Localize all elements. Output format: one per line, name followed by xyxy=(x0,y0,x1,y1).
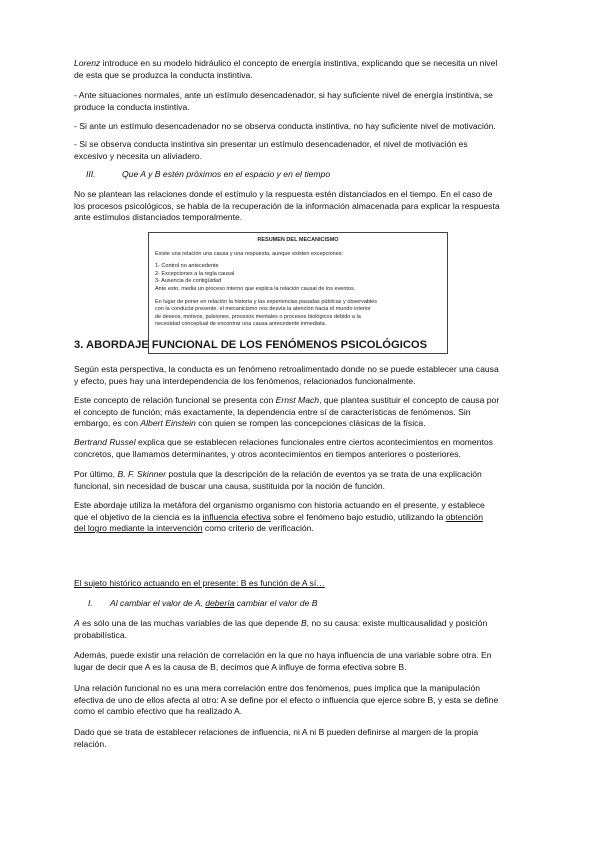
lorenz-paragraph xyxy=(74,58,526,81)
text-line: - Ante situaciones normales, ante un estímulo desencadenador, si hay suficiente nivel de energía instintiva, se xyxy=(74,90,493,100)
summary-list-item: 2- Excepciones a la regla causal xyxy=(155,270,235,277)
historical-subject-heading xyxy=(74,578,325,590)
text-line: No se plantean las relaciones donde el estímulo y la respuesta estén distanciados en el tiempo. En el caso de xyxy=(74,189,493,199)
summary-title: RESUMEN DEL MECANICISMO xyxy=(257,237,339,243)
text-fragment: explica que se establecen relaciones funcionales entre ciertos acontecimientos en momentos xyxy=(135,437,493,447)
text-line: y efecto, pues hay una interdependencia de los fenómenos, relacionados funcionalmente. xyxy=(74,375,416,386)
heading-text: cambiar el valor de B xyxy=(234,598,318,608)
text-line: relación. xyxy=(74,738,107,749)
text-fragment: sobre el fenómeno bajo estudio, utilizando la xyxy=(270,511,446,522)
section-i-paragraph-1 xyxy=(74,618,526,641)
section-i-paragraph-2 xyxy=(74,650,526,673)
text-line: con la conducta presente, el mecanicismo nos desvía la atención hacia el mundo interior xyxy=(155,306,371,313)
text-line: produce la conducta instintiva. xyxy=(74,101,190,112)
text-line: probabilística. xyxy=(74,629,128,640)
section-3-title: 3. ABORDAJE FUNCIONAL DE LOS FENÓMENOS PSICOLÓGICOS xyxy=(74,339,428,351)
section-3-paragraph-mach xyxy=(74,395,526,430)
text-line: ante estímulos distanciados temporalmente. xyxy=(74,212,243,223)
text-fragment: Este concepto de relación funcional se presenta con xyxy=(74,395,276,405)
underlined-term: obtención xyxy=(445,511,483,522)
text-fragment: es sólo una de las muchas variables de las que depende xyxy=(79,618,301,628)
section-3-paragraph-russel xyxy=(74,437,526,460)
text-line: excesivo y necesita un aliviadero. xyxy=(74,150,203,161)
heading-text: Que A y B estén próximos en el espacio y en el tiempo xyxy=(122,169,331,179)
temporal-distance-paragraph xyxy=(74,189,526,224)
text-fragment: postula que la descripción de la relación de eventos ya se trata de una explicación xyxy=(166,469,482,479)
text-line: necesidad conceptual de encontrar una causa antecedente inmediata. xyxy=(155,321,327,328)
variable-a: A xyxy=(74,618,80,628)
heading-iii xyxy=(86,169,330,181)
section-i-paragraph-4 xyxy=(74,727,526,750)
underlined-heading: El sujeto histórico actuando en el presente: B es función de A sí… xyxy=(74,578,325,588)
text-line: los procesos psicológicos, se habla de la recuperación de la información almacenada para explicar la respuesta xyxy=(74,200,500,211)
text-line: Este abordaje utiliza la metáfora del organismo organismo con historia actuando en el presente, y establece xyxy=(74,500,485,510)
summary-paragraph xyxy=(155,299,441,329)
text-line: - Si se observa conducta instintiva sin presentar un estímulo desencadenador, el nivel de motivación es xyxy=(74,139,468,149)
section-3-paragraph-metaphor xyxy=(74,500,526,535)
author-einstein: Albert Einstein xyxy=(140,418,196,429)
text-line: Según esta perspectiva, la conducta es un fenómeno retroalimentado donde no se puede establecer una causa xyxy=(74,364,499,374)
text-fragment: con quien se rompen las concepciones clásicas de la física. xyxy=(195,418,426,429)
underlined-term: del logro mediante la intervención xyxy=(74,523,203,534)
summary-list-item: 1- Control no antecedente xyxy=(155,263,219,270)
underlined-term: influencia efectiva xyxy=(202,511,271,522)
bullet-excess-motivation xyxy=(74,139,526,162)
text-fragment: , que plantea sustituir el concepto de causa por xyxy=(319,395,500,405)
author-russel: Bertrand Russel xyxy=(74,437,136,447)
text-fragment: Por último, xyxy=(74,469,118,479)
text-line: En lugar de poner en relación la historia y las experiencias pasadas públicas y observables xyxy=(155,298,377,305)
text-line: Dado que se trata de establecer relaciones de influencia, ni A ni B pueden definirse al margen de la propia xyxy=(74,727,479,737)
summary-line: Ante esto, media un proceso interno que explica la relación causal de los eventos. xyxy=(155,285,356,292)
text-fragment: que el objetivo de la ciencia es la xyxy=(74,511,203,522)
author-skinner: B. F. Skinner xyxy=(117,469,167,479)
text-fragment: , no su causa: existe multicausalidad y posición xyxy=(306,618,488,628)
text-line: concretos, que llamamos determinantes, y otros acontecimientos en tiempos anteriores o posteriores. xyxy=(74,448,461,459)
text-line: Una relación funcional no es una mera correlación entre dos fenómenos, pues implica que la manipulación xyxy=(74,683,481,693)
section-3-paragraph-skinner xyxy=(74,469,526,492)
mechanicism-summary-box xyxy=(148,232,448,354)
author-mach: Ernst Mach xyxy=(275,395,320,405)
text-line: lugar de decir que A es la causa de B, decimos que A influye de forma efectiva sobre B. xyxy=(74,661,407,672)
heading-text: Al cambiar el valor de A, xyxy=(110,598,206,608)
text-line: de deseos, motivos, pulsiones, procesos mentales o procesos biológicos debido a la xyxy=(155,313,361,320)
section-3-paragraph-1 xyxy=(74,364,526,387)
text-line: el concepto de función; más exactamente, la dependencia entre sí de características de fenómenos. Sin xyxy=(74,406,471,417)
text-line: Además, puede existir una relación de correlación en la que no haya influencia de una variable sobre otra. En xyxy=(74,650,492,660)
variable-b: B xyxy=(300,618,307,628)
text-line: como el cambio efectivo que ha realizado A. xyxy=(74,706,243,717)
heading-number: III. xyxy=(86,169,96,179)
bullet-normal-situations xyxy=(74,90,526,113)
text-line: introduce en su modelo hidráulico el concepto de energía instintiva, explicando que se necesita un nivel xyxy=(100,58,498,68)
bullet-no-motivation xyxy=(74,121,526,133)
text-fragment: como criterio de verificación. xyxy=(202,523,314,534)
summary-list-item: 3- Ausencia de contigüidad xyxy=(155,278,222,285)
underlined-term: debería xyxy=(205,598,235,608)
heading-i xyxy=(88,598,317,610)
heading-number: I. xyxy=(88,598,93,608)
author-lorenz: Lorenz xyxy=(74,58,101,68)
section-i-paragraph-3 xyxy=(74,683,526,718)
text-line: de esta que se produzca la conducta instintiva. xyxy=(74,69,253,80)
text-fragment: embargo, es con xyxy=(74,418,141,429)
summary-line: Existe una relación una causa y una respuesta, aunque existen excepciones: xyxy=(155,250,344,257)
text-line: efectiva de uno de ellos afecta al otro: A se define por el efecto o influencia que ejerce sobre B, y esta se define xyxy=(74,694,499,705)
text-line: - Si ante un estímulo desencadenador no se observa conducta instintiva, no hay suficiente nivel de motivación. xyxy=(74,121,496,131)
text-line: funcional, sin necesidad de buscar una causa, sustituida por la noción de función. xyxy=(74,480,386,491)
